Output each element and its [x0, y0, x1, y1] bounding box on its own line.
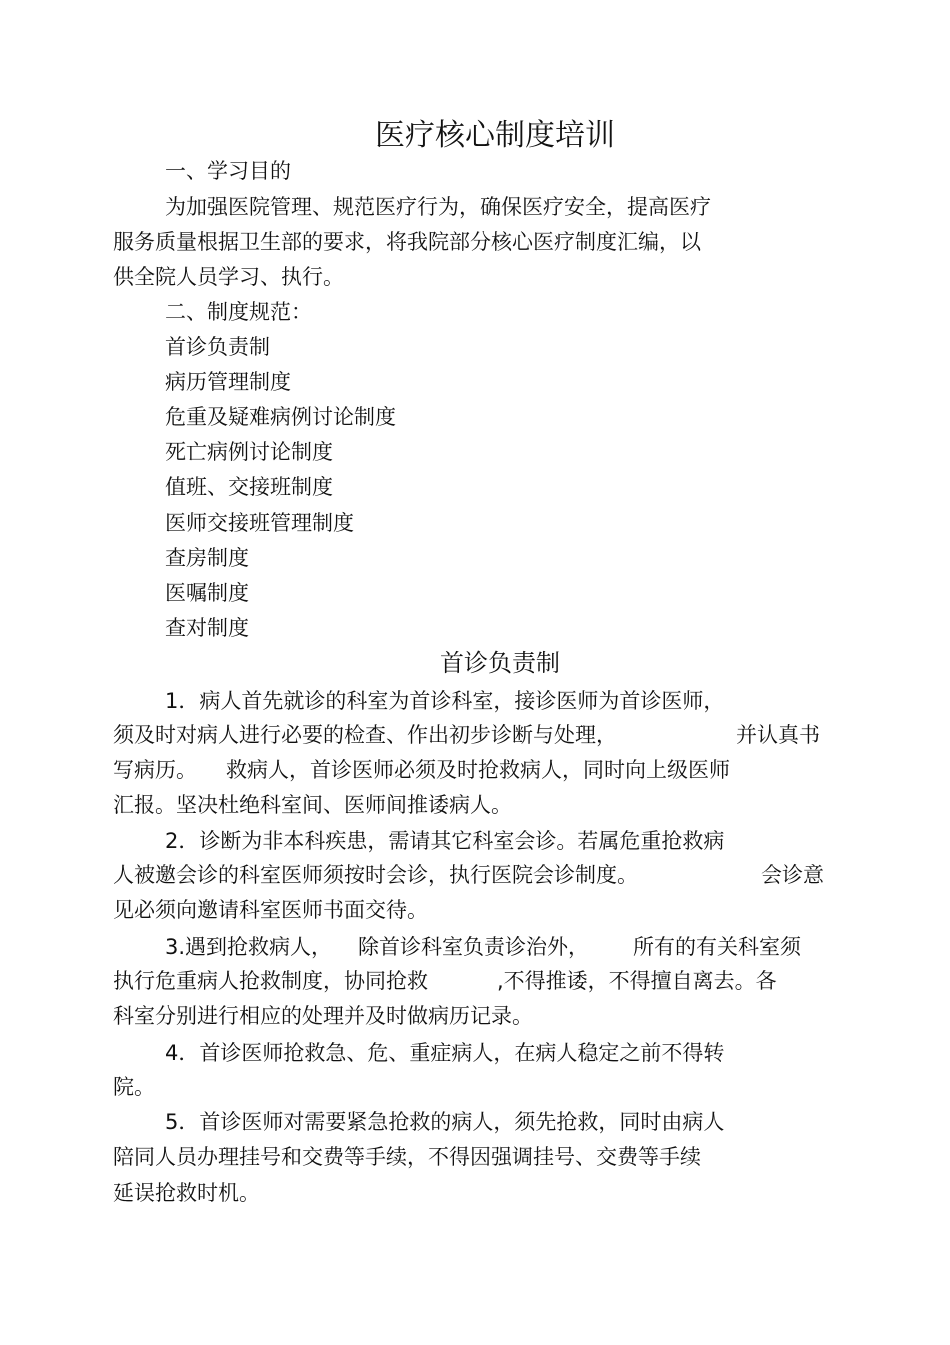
regulation-item: 首诊负责制 [165, 335, 270, 359]
item5-line2: 陪同人员办理挂号和交费等手续，不得因强调挂号、交费等手续 [113, 1145, 701, 1169]
regulation-item: 查对制度 [165, 616, 249, 640]
item3-line2-b: ,不得推诿，不得擅自离去。各 [497, 969, 777, 993]
item3-line3: 科室分别进行相应的处理并及时做病历记录。 [113, 1004, 533, 1028]
document-title: 医疗核心制度培训 [375, 118, 615, 153]
regulation-item: 医嘱制度 [165, 581, 249, 605]
item2-line3: 见必须向邀请科室医师书面交待。 [113, 898, 428, 922]
item2-line2-left: 人被邀会诊的科室医师须按时会诊，执行医院会诊制度。 [113, 863, 638, 887]
regulation-item: 死亡病例讨论制度 [165, 440, 333, 464]
regulation-item: 值班、交接班制度 [165, 475, 333, 499]
item3-line1-b: 除首诊科室负责诊治外， [358, 935, 589, 959]
purpose-line-3: 供全院人员学习、执行。 [113, 265, 344, 289]
regulation-item: 查房制度 [165, 546, 249, 570]
item3-line1-c: 所有的有关科室须 [633, 935, 801, 959]
regulation-item: 医师交接班管理制度 [165, 511, 354, 535]
item1-line3-right: 救病人，首诊医师必须及时抢救病人，同时向上级医师 [226, 758, 730, 782]
item1-line4: 汇报。坚决杜绝科室间、医师间推诿病人。 [113, 793, 512, 817]
item1-line2-left: 须及时对病人进行必要的检查、作出初步诊断与处理， [113, 723, 617, 747]
purpose-line-1: 为加强医院管理、规范医疗行为，确保医疗安全，提高医疗 [165, 195, 711, 219]
item1-line1: 1．病人首先就诊的科室为首诊科室，接诊医师为首诊医师， [165, 689, 725, 713]
item2-line2-right: 会诊意 [761, 863, 824, 887]
purpose-line-2: 服务质量根据卫生部的要求，将我院部分核心医疗制度汇编，以 [113, 230, 701, 254]
item4-line1: 4．首诊医师抢救急、危、重症病人，在病人稳定之前不得转 [165, 1041, 725, 1065]
subsection-title: 首诊负责制 [440, 649, 560, 677]
section-heading-purpose: 一、学习目的 [165, 159, 291, 183]
regulation-item: 危重及疑难病例讨论制度 [165, 405, 396, 429]
section-heading-regulations: 二、制度规范： [165, 300, 312, 324]
regulation-item: 病历管理制度 [165, 370, 291, 394]
item3-line1-a: 3.遇到抢救病人， [165, 935, 333, 959]
item2-line1: 2．诊断为非本科疾患，需请其它科室会诊。若属危重抢救病 [165, 829, 725, 853]
item4-line2: 院。 [113, 1075, 155, 1099]
item1-line2-right: 并认真书 [736, 723, 820, 747]
item1-line3-left: 写病历。 [113, 758, 197, 782]
item5-line1: 5．首诊医师对需要紧急抢救的病人，须先抢救，同时由病人 [165, 1110, 725, 1134]
item3-line2-a: 执行危重病人抢救制度，协同抢救 [113, 969, 428, 993]
item5-line3: 延误抢救时机。 [113, 1181, 260, 1205]
